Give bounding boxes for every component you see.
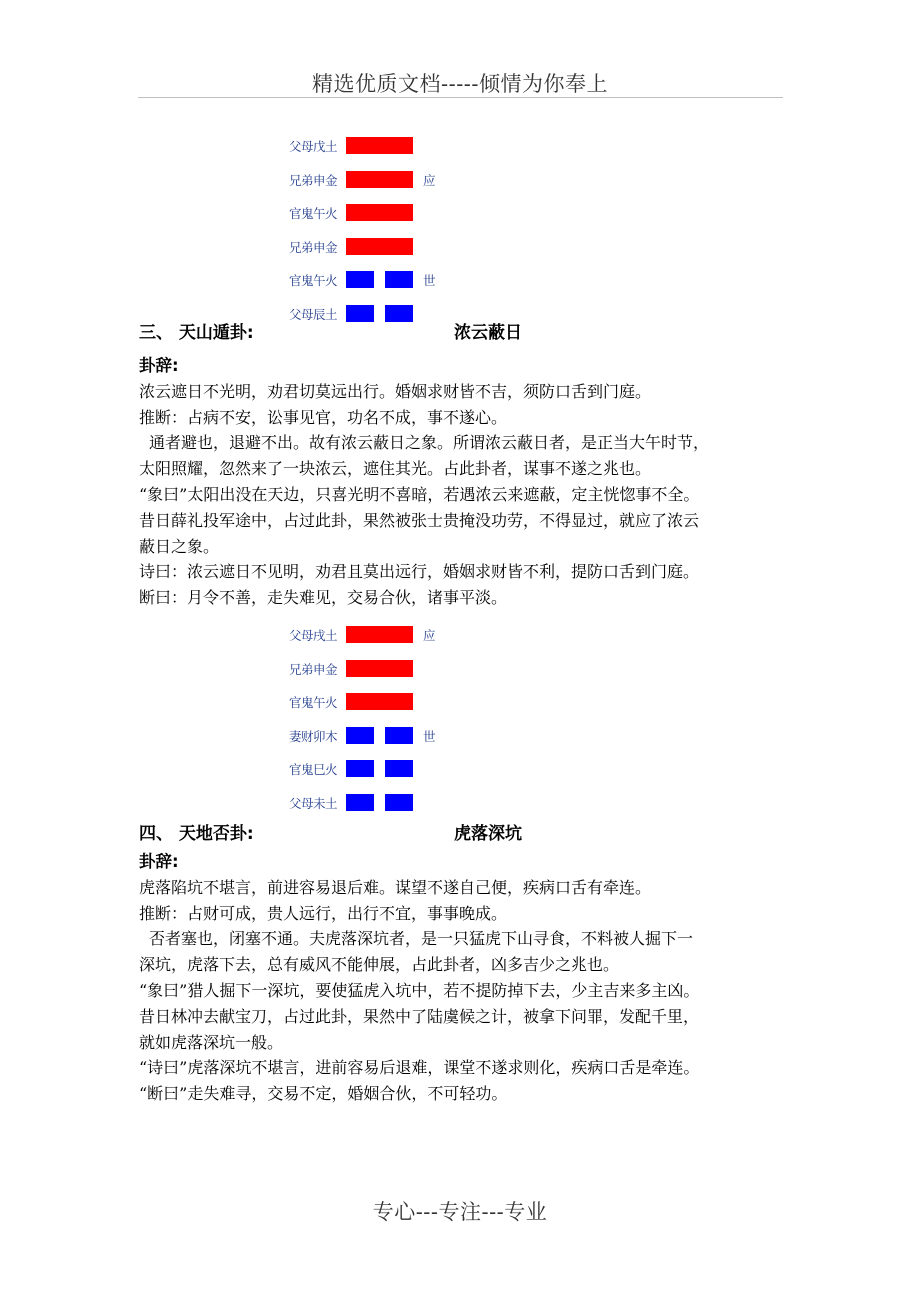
- paragraph: 推断：占财可成，贵人远行，出行不宜，事事晚成。: [139, 903, 508, 923]
- line-label: 父母未土: [289, 796, 338, 811]
- hexagram-line: [0, 202, 920, 222]
- hexagram-name: 虎落深坑: [454, 824, 522, 844]
- hexagram-line: [0, 269, 920, 289]
- yang-line-bar: [346, 204, 413, 221]
- yang-line-bar: [346, 660, 413, 677]
- paragraph: 昔日林冲去献宝刀，占过此卦，果然中了陆虞候之计，被拿下问罪，发配千里，: [139, 1006, 700, 1026]
- paragraph: 昔日薛礼投军途中，占过此卦，果然被张士贵掩没功劳，不得显过，就应了浓云: [139, 510, 700, 530]
- hexagram-line: [0, 725, 920, 745]
- yang-line-bar: [346, 171, 413, 188]
- section-heading: 四、 天地否卦:: [139, 824, 254, 844]
- yang-line-bar: [346, 626, 413, 643]
- line-label: 父母戌土: [289, 628, 338, 643]
- yang-line-bar: [346, 693, 413, 710]
- paragraph: 断曰：月令不善，走失难见，交易合伙，诸事平淡。: [139, 588, 508, 608]
- paragraph: 太阳照耀，忽然来了一块浓云，遮住其光。占此卦者，谋事不遂之兆也。: [139, 459, 652, 479]
- section-text: [139, 849, 789, 1107]
- line-marker: 世: [423, 728, 436, 744]
- hexagram-line: [0, 658, 920, 678]
- yin-line-bar-left: [346, 271, 374, 288]
- paragraph: “象曰”太阳出没在天边，只喜光明不喜暗，若遇浓云来遮蔽，定主恍惚事不全。: [139, 484, 700, 504]
- hexagram-line: [0, 624, 920, 644]
- hexagram-tian-di-pi: [0, 624, 920, 816]
- hexagram-line: [0, 691, 920, 711]
- line-marker: 应: [423, 172, 436, 188]
- hexagram-line: [0, 758, 920, 778]
- yang-line-bar: [346, 137, 413, 154]
- line-label: 父母辰土: [289, 307, 338, 322]
- section-title: [0, 819, 920, 843]
- paragraph: 否者塞也，闭塞不通。夫虎落深坑者，是一只猛虎下山寻食，不料被人掘下一: [149, 929, 694, 949]
- gua-label: 卦辞:: [139, 356, 179, 375]
- line-label: 官鬼巳火: [289, 762, 338, 778]
- line-label: 妻财卯木: [289, 728, 338, 744]
- hexagram-line: [0, 236, 920, 256]
- hexagram-name: 浓云蔽日: [454, 323, 522, 343]
- line-label: 兄弟申金: [289, 172, 338, 188]
- line-marker: 世: [423, 273, 436, 289]
- yin-line-bar-left: [346, 794, 374, 811]
- section-text: [139, 353, 789, 611]
- line-label: 官鬼午火: [289, 273, 338, 289]
- paragraph: “象曰”猎人掘下一深坑，要使猛虎入坑中，若不提防掉下去，少主吉来多主凶。: [139, 980, 700, 1000]
- hexagram-line: [0, 135, 920, 155]
- line-label: 兄弟申金: [289, 239, 338, 255]
- paragraph: 通者避也，退避不出。故有浓云蔽日之象。所谓浓云蔽日者，是正当大午时节，: [149, 433, 710, 453]
- yin-line-bar-right: [385, 727, 413, 744]
- line-label: 官鬼午火: [289, 206, 338, 222]
- line-label: 父母戊土: [289, 139, 338, 154]
- paragraph: 虎落陷坑不堪言，前进容易退后难。谋望不遂自己便，疾病口舌有牵连。: [139, 877, 652, 897]
- page-header: 精选优质文档-----倾情为你奉上: [312, 72, 608, 96]
- yang-line-bar: [346, 238, 413, 255]
- yin-line-bar-right: [385, 760, 413, 777]
- page-footer: 专心---专注---专业: [372, 1200, 548, 1224]
- yin-line-bar-left: [346, 760, 374, 777]
- gua-label: 卦辞:: [139, 852, 179, 871]
- yin-line-bar-right: [385, 794, 413, 811]
- section-heading: 三、 天山遁卦:: [139, 323, 254, 343]
- paragraph: 就如虎落深坑一般。: [139, 1032, 284, 1052]
- line-marker: 应: [423, 628, 436, 643]
- yin-line-bar-right: [385, 271, 413, 288]
- paragraph: 浓云遮日不光明，劝君切莫远出行。婚姻求财皆不吉，须防口舌到门庭。: [139, 381, 652, 401]
- paragraph: 深坑，虎落下去，总有威风不能伸展，占此卦者，凶多吉少之兆也。: [139, 955, 620, 975]
- paragraph: 诗曰：浓云遮日不见明，劝君且莫出远行，婚姻求财皆不利，提防口舌到门庭。: [139, 562, 700, 582]
- paragraph: 蔽日之象。: [139, 536, 220, 556]
- yin-line-bar-left: [346, 727, 374, 744]
- line-label: 官鬼午火: [289, 695, 338, 711]
- hexagram-tian-shan-dun: [0, 135, 920, 327]
- header-divider: [138, 97, 783, 98]
- hexagram-line: [0, 792, 920, 812]
- paragraph: “诗曰”虎落深坑不堪言，进前容易后退难，课堂不遂求则化，疾病口舌是牵连。: [139, 1058, 700, 1078]
- line-label: 兄弟申金: [289, 661, 338, 677]
- paragraph: 推断：占病不安，讼事见官，功名不成，事不遂心。: [139, 407, 508, 427]
- paragraph: “断曰”走失难寻，交易不定，婚姻合伙，不可轻功。: [139, 1084, 508, 1104]
- section-title: [0, 318, 920, 342]
- hexagram-line: [0, 169, 920, 189]
